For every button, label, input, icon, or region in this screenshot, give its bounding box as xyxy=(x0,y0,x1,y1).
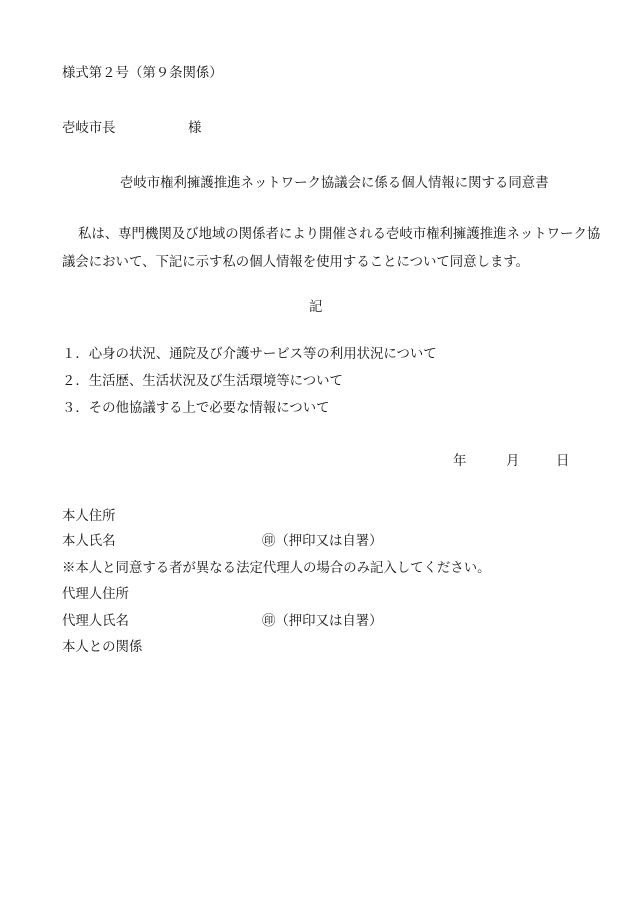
date-year: 年 xyxy=(453,454,467,469)
form-number: 様式第２号（第９条関係） xyxy=(62,66,223,81)
date-month: 月 xyxy=(506,454,520,469)
agent-address-label: 代理人住所 xyxy=(62,587,129,602)
body-line-1: 私は、専門機関及び地域の関係者により開催される壱岐市権利擁護推進ネットワーク協 xyxy=(78,227,601,242)
notice-text: ※本人と同意する者が異なる法定代理人の場合のみ記入してください。 xyxy=(62,561,491,576)
agent-name-label: 代理人氏名 xyxy=(62,614,129,629)
list-item: １．心身の状況、通院及び介護サービス等の利用状況について xyxy=(62,347,437,362)
principal-seal-note: ㊞（押印又は自署） xyxy=(262,534,383,549)
list-item: ３．その他協議する上で必要な情報について xyxy=(62,401,330,416)
date-day: 日 xyxy=(556,454,570,469)
body-line-2: 議会において、下記に示す私の個人情報を使用することについて同意します。 xyxy=(62,255,530,270)
principal-name-label: 本人氏名 xyxy=(62,534,116,549)
principal-address-label: 本人住所 xyxy=(62,509,116,524)
ki-heading: 記 xyxy=(309,300,323,315)
relationship-label: 本人との関係 xyxy=(62,640,143,655)
agent-seal-note: ㊞（押印又は自署） xyxy=(262,614,383,629)
document-title: 壱岐市権利擁護推進ネットワーク協議会に係る個人情報に関する同意書 xyxy=(120,176,549,191)
addressee-name: 壱岐市長 xyxy=(62,121,116,136)
addressee-honorific: 様 xyxy=(188,121,202,136)
list-item: ２．生活歴、生活状況及び生活環境等について xyxy=(62,374,343,389)
